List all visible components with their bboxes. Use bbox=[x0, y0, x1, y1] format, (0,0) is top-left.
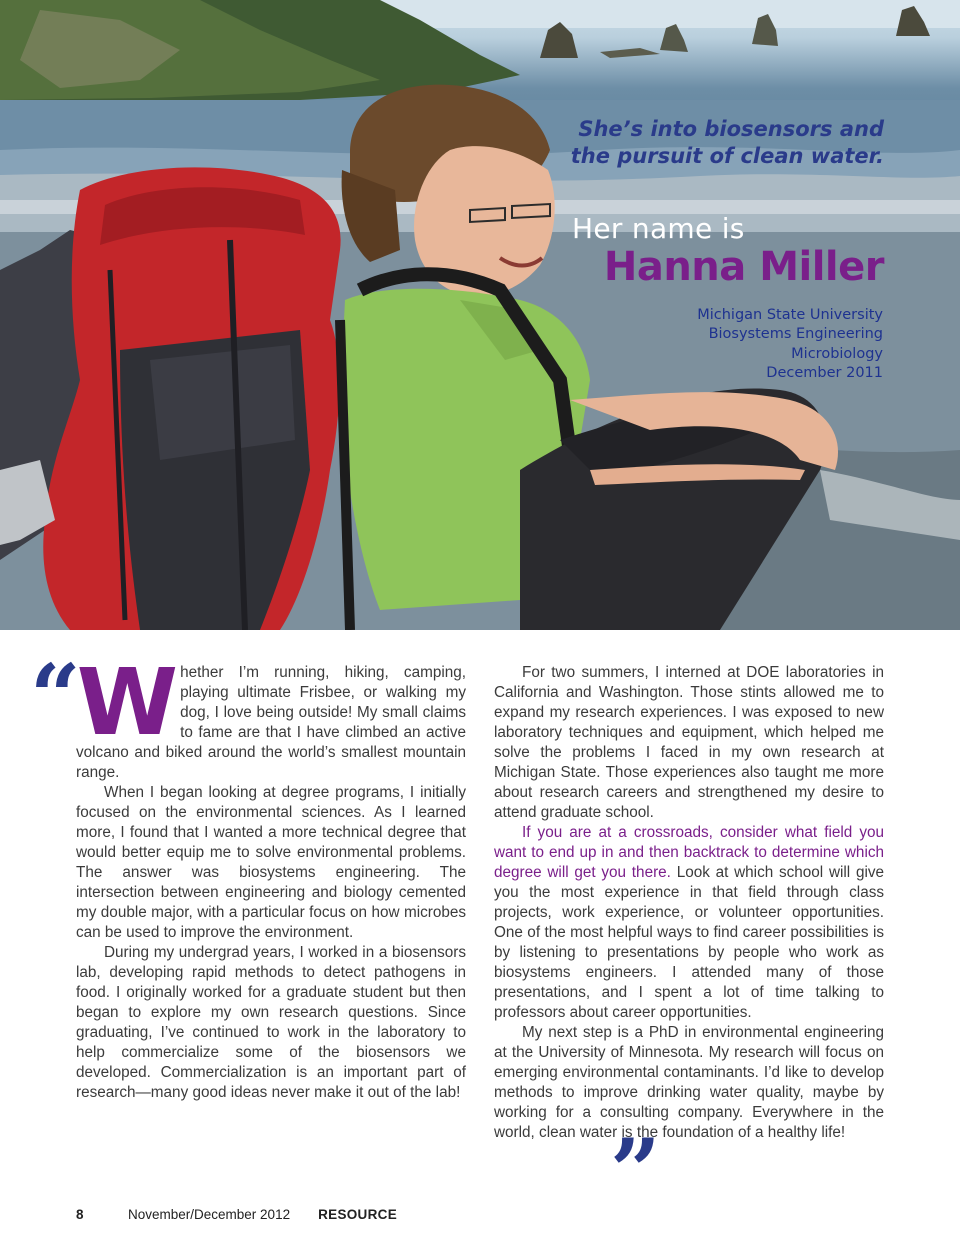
name-intro: Her name is bbox=[572, 212, 745, 245]
article-paragraph bbox=[494, 823, 884, 1023]
page-number: 8 bbox=[76, 1207, 84, 1222]
drop-cap: W bbox=[76, 649, 175, 756]
drop-cap-block bbox=[30, 644, 175, 756]
article-column-right bbox=[494, 663, 884, 1143]
credentials bbox=[697, 306, 883, 383]
tagline-line-1: She’s into biosensors and bbox=[578, 117, 884, 141]
highlighted-advice: If you are at a crossroads, consider what field you want to end up in and then backtrack to determine which degree will get you there. bbox=[494, 824, 884, 881]
article-column-left bbox=[30, 644, 466, 1103]
article-paragraph: My next step is a PhD in environmental engineering at the University of Minnesota. My research will focus on emerging environmental contaminants. I’d like to develop methods to improve drinking water quality, maybe by working for a consulting company. Everywhere in the world, clean water is the foundation of a healthy life! bbox=[494, 1024, 884, 1141]
close-quote-mark: ” bbox=[610, 1119, 661, 1223]
article-paragraph bbox=[30, 644, 466, 783]
tagline-line-2: the pursuit of clean water. bbox=[570, 144, 884, 168]
tagline bbox=[571, 116, 884, 170]
credential-second-major: Microbiology bbox=[791, 345, 883, 362]
person-name: Hanna Miller bbox=[603, 244, 884, 290]
paragraph-text: Look at which school will give you the most experience in that field through class projects, work experience, or volunteer opportunities. One of the most helpful ways to find career possibilities is by listening to presentations by people who work as biosystems engineers. I attended many of those presentations, and I spent a lot of time talking to professors about career opportunities. bbox=[494, 864, 885, 1021]
open-quote-mark: “ bbox=[30, 644, 81, 748]
credential-graduation: December 2011 bbox=[766, 364, 883, 381]
paragraph-text: hether I’m running, hiking, camping, playing ultimate Frisbee, or walking my dog, I love being outside! My small claims to fame are that I have climbed an active volcano and biked around the world’s smallest mountain range. bbox=[76, 664, 466, 781]
article-paragraph: During my undergrad years, I worked in a biosensors lab, developing rapid methods to detect pathogens in food. I originally worked for a graduate student but then began to explore my own research questions. Since graduating, I’ve continued to work in the laboratory to help commercialize some of the biosensors we developed. Commercialization is an important part of research—many good ideas never make it out of the lab! bbox=[76, 944, 466, 1101]
credential-major: Biosystems Engineering bbox=[708, 326, 883, 343]
page-footer bbox=[76, 1207, 397, 1222]
credential-university: Michigan State University bbox=[697, 307, 883, 323]
article-paragraph: When I began looking at degree programs, I initially focused on the environmental sciences. As I learned more, I found that I wanted a more technical degree that would better equip me to solve environmental problems. The answer was biosystems engineering. The intersection between engineering and biology cemented my double major, with a particular focus on how microbes can be used to improve the environment. bbox=[76, 784, 466, 941]
article-paragraph: For two summers, I interned at DOE laboratories in California and Washington. Those stints allowed me to expand my research experiences. I was exposed to new laboratory techniques and equipment, which helped me solve the problems I faced in my own research at Michigan State. Those experiences also taught me more about research careers and strengthened my desire to attend graduate school. bbox=[494, 664, 884, 821]
issue-date: November/December 2012 bbox=[128, 1207, 291, 1222]
magazine-name: RESOURCE bbox=[318, 1207, 398, 1222]
